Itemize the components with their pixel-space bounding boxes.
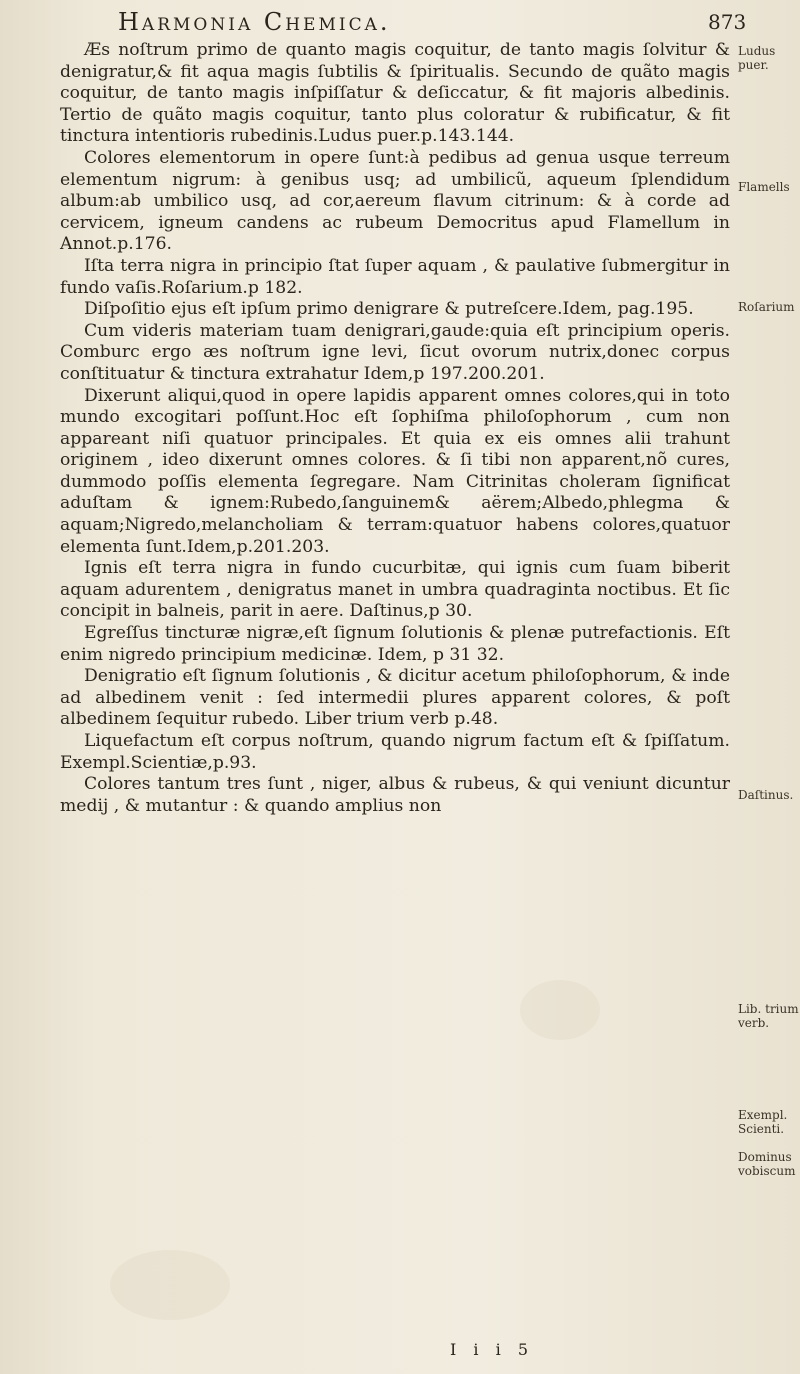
margin-note: Ludus puer. <box>738 44 776 72</box>
paragraph: Liquefactum eſt corpus noſtrum, quando nigrum factum eſt & ſpiſſatum. Exempl.Scientiæ,p.93. <box>60 731 730 773</box>
page-number: 873 <box>708 10 747 34</box>
paragraph: Colores elementorum in opere ſunt:à pedibus ad genua usque terreum elementum nigrum: à genibus usq; ad umbilicũ, aqueum ſplendidum album:ab umbilico usq, ad cor,aereum flavum citrinum: & à corde ad cervicem, igneum candens ac rubeum Democritus apud Flamellum in Annot.p.176. <box>60 147 730 255</box>
margin-note: Daſtinus. <box>738 788 794 802</box>
paragraph: Æs noſtrum primo de quanto magis coquitur, de tanto magis ſolvitur & denigratur,& fit aqua magis ſubtilis & ſpiritualis. Secundo de quãto magis coquitur, de tanto magis inſpiſſatur & deſiccatur, & fit majoris albedinis. Tertio de quãto magis coquitur, tanto plus coloratur & rubificatur, & fit tinctura intentioris rubedinis.Ludus puer.p.143.144. <box>60 40 730 147</box>
body-text <box>60 40 730 817</box>
running-title: Harmonia Chemica. <box>118 8 391 36</box>
foxing-stain <box>520 980 600 1040</box>
paragraph: Cum videris materiam tuam denigrari,gaude:quia eſt principium operis. Comburc ergo æs noſtrum igne levi, ſicut ovorum nutrix,donec corpus conſtituatur & tinctura extrahatur Idem,p 197.200.201. <box>60 320 730 384</box>
signature-mark: I i i 5 <box>450 1340 534 1359</box>
page-header <box>60 6 760 42</box>
paragraph: Ignis eſt terra nigra in fundo cucurbitæ, qui ignis cum ſuam biberit aquam adurentem , denigratus manet in umbra quadraginta noctibus. Et ſic concipit in balneis, parit in aere. Daſtinus,p 30. <box>60 558 730 622</box>
margin-note: Lib. trium verb. <box>738 1002 799 1030</box>
paragraph: Diſpoſitio ejus eſt ipſum primo denigrare & putreſcere.Idem, pag.195. <box>84 299 694 320</box>
margin-note: Exempl. Scienti. <box>738 1108 788 1136</box>
paragraph: Colores tantum tres ſunt , niger, albus & rubeus, & qui veniunt dicuntur medij , & mutantur : & quando amplius non <box>60 774 730 816</box>
margin-note: Flamells <box>738 180 790 194</box>
margin-note: Dominus vobiscum <box>738 1150 796 1178</box>
paragraph: Iſta terra nigra in principio ſtat ſuper aquam , & paulative ſubmergitur in fundo vaſis.Roſarium.p 182. <box>60 255 730 298</box>
paragraph: Denigratio eſt ſignum ſolutionis , & dicitur acetum philoſophorum, & inde ad albedinem venit : ſed intermedii plures apparent colores, & poſt albedinem ſequitur rubedo. Liber trium verb p.48. <box>60 666 730 730</box>
paragraph: Dixerunt aliqui,quod in opere lapidis apparent omnes colores,qui in toto mundo excogitari poſſunt.Hoc eſt ſophiſma philoſophorum , cum non appareant niſi quatuor principales. Et quia ex eis omnes alii trahunt originem , ideo dixerunt omnes colores. & ſi tibi non apparent,nõ cures, dummodo poſſis elementa ſegregare. Nam Citrinitas choleram ſignificat aduſtam & ignem:Rubedo,ſanguinem& aërem;Albedo,phlegma & aquam;Nigredo,melancholiam & terram:quatuor habens colores,quatuor elementa ſunt.Idem,p.201.203. <box>60 385 730 557</box>
margin-note: Roſarium <box>738 300 795 314</box>
foxing-stain <box>110 1250 230 1320</box>
paragraph: Egreſſus tincturæ nigræ,eſt ſignum ſolutionis & plenæ putrefactionis. Eſt enim nigredo principium medicinæ. Idem, p 31 32. <box>60 623 730 665</box>
